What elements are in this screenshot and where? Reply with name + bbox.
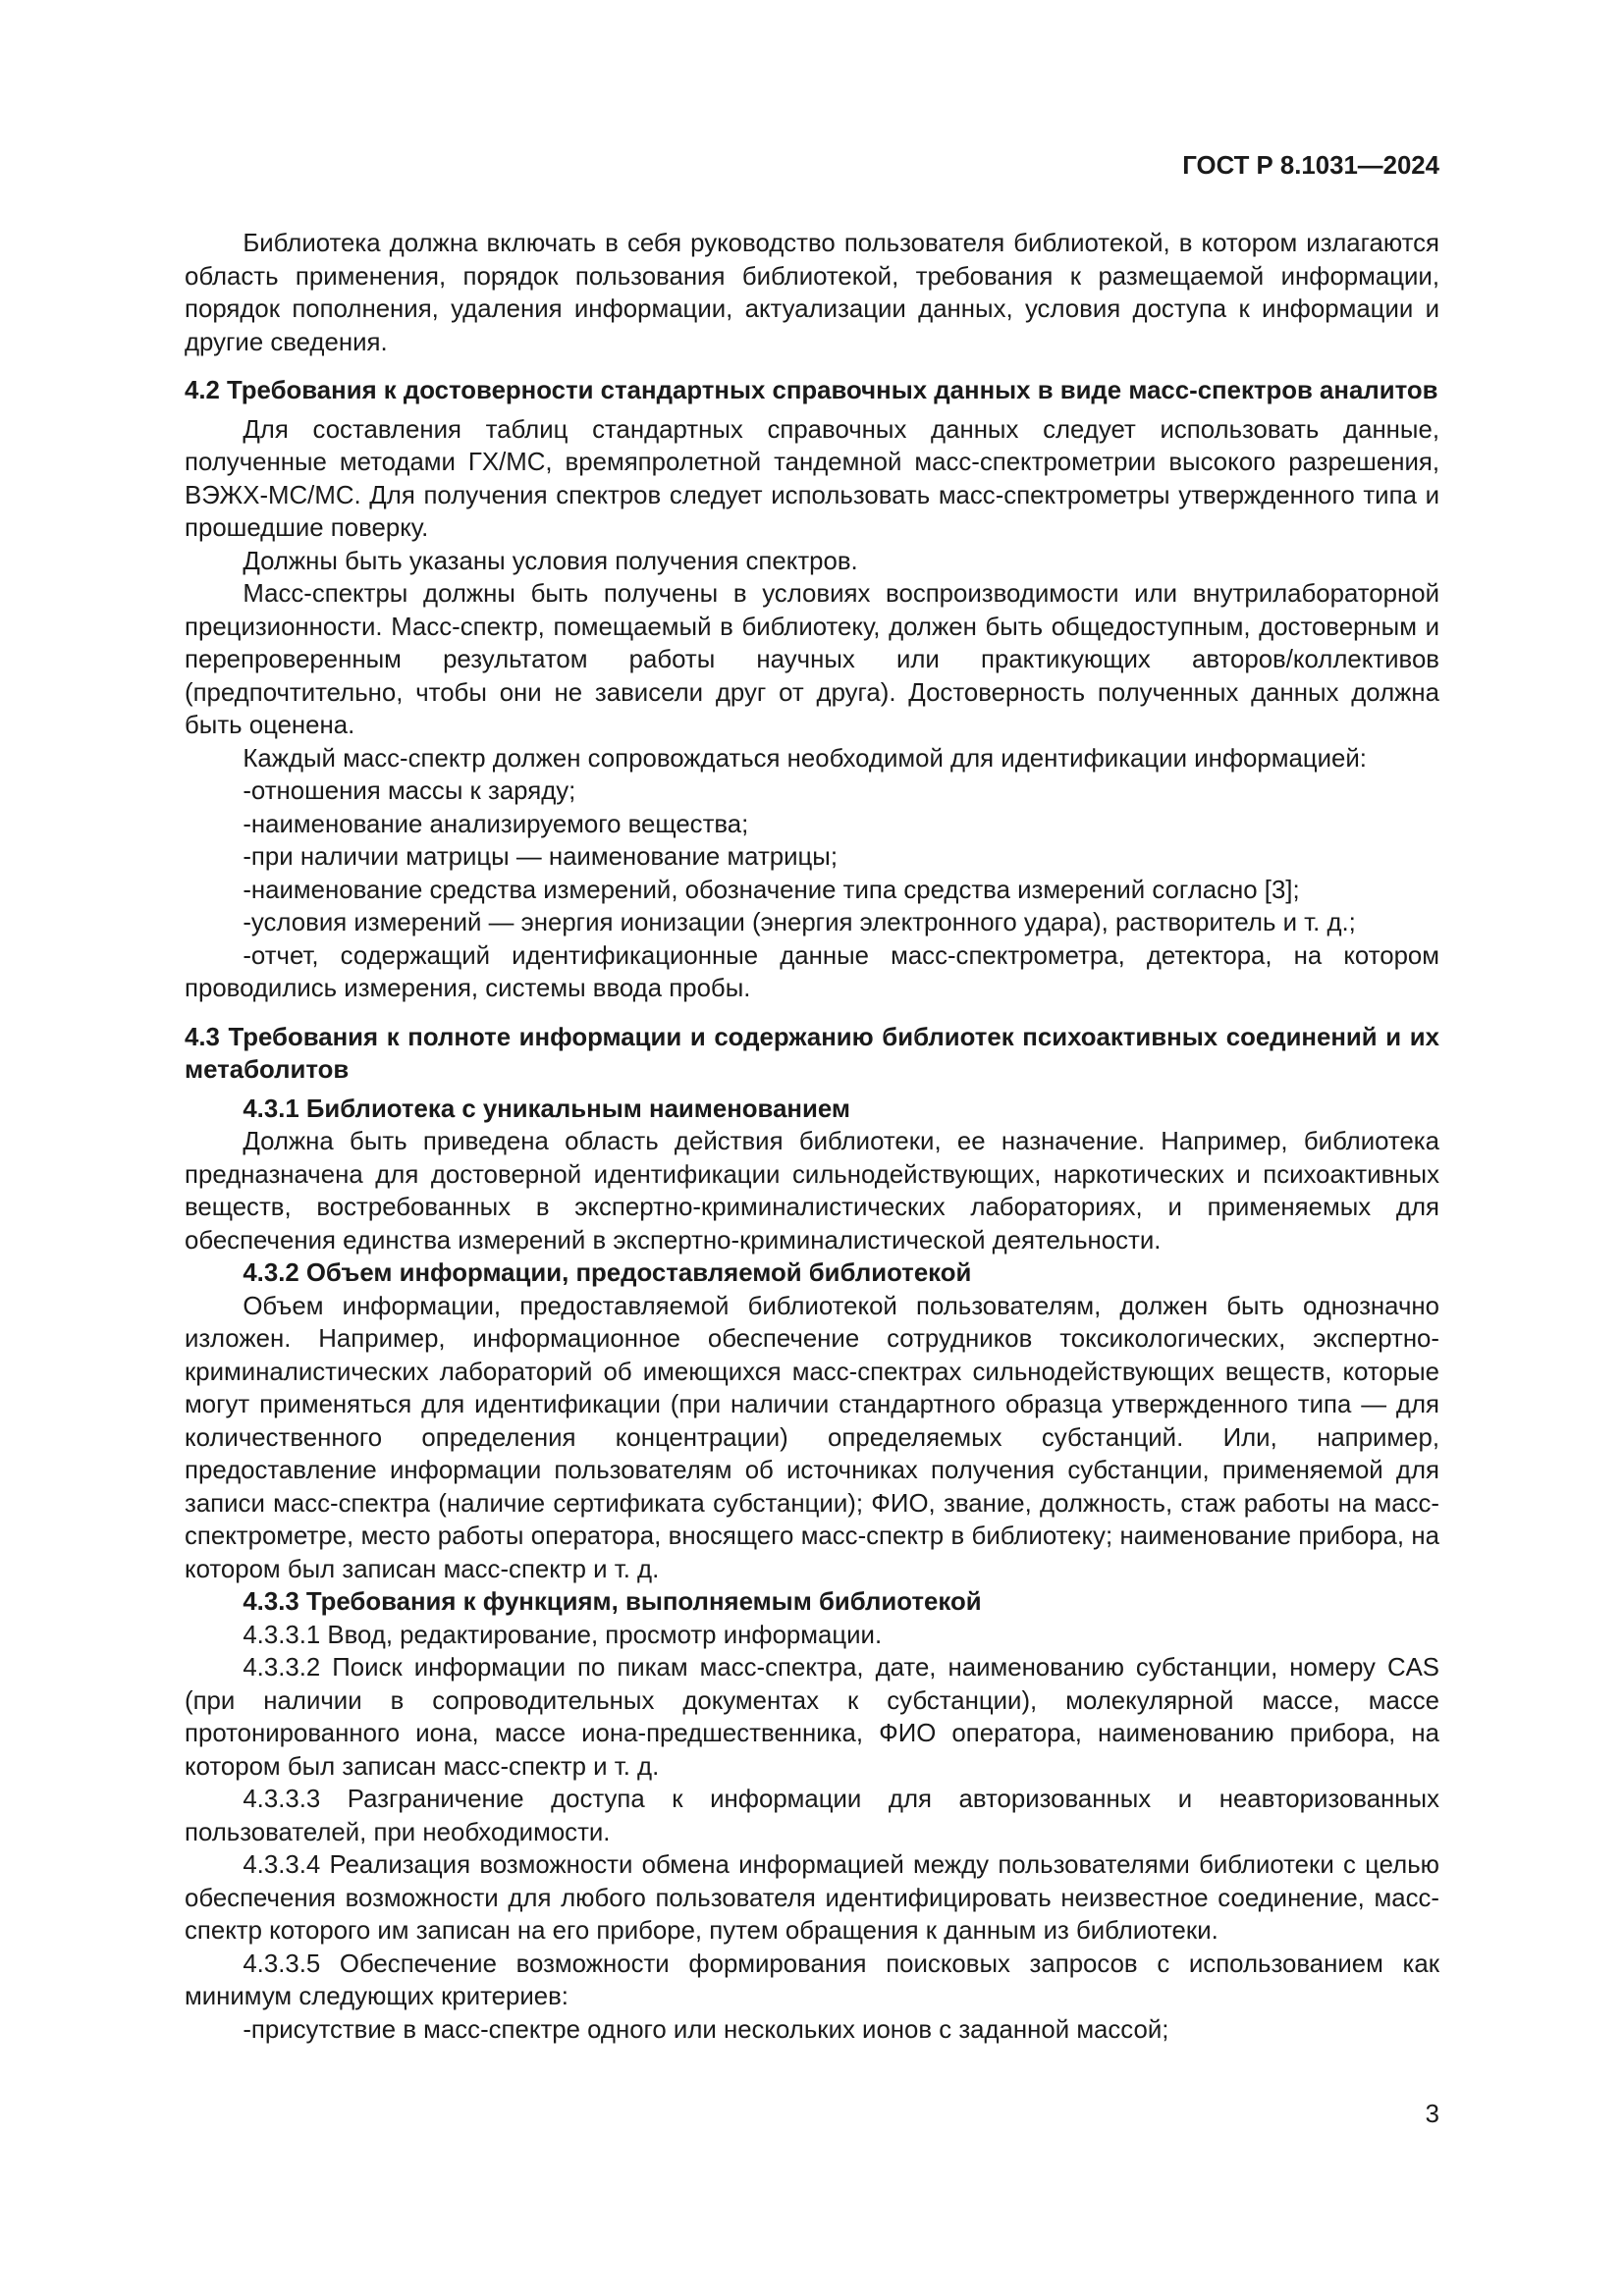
paragraph-4-2-a: Для составления таблиц стандартных справочных данных следует использовать данные, полученные методами ГХ/МС, времяпролетной тандемной масс-спектрометрии высокого разрешения, ВЭЖХ-МС/МС. Для получения спектров следует использовать масс-спектрометры утвержденного типа и прошедшие поверку. [185, 415, 1439, 542]
paragraph-4-3-1: Должна быть приведена область действия библиотеки, ее назначение. Например, библиотека предназначена для достоверной идентификации сильнодействующих, наркотических и психоактивных веществ, востребованных в экспертно-криминалистических лабораториях, и применяемых для обеспечения единства измерений в экспертно-криминалистической деятельности. [185, 1128, 1439, 1255]
paragraph-4-3-3-3: 4.3.3.3 Разграничение доступа к информации для авторизованных и неавторизованных пользователей, при необходимости. [185, 1786, 1439, 1846]
document-body [185, 228, 1439, 2047]
list-item: -наименование анализируемого вещества; [243, 810, 749, 838]
paragraph-4-2-c: Масс-спектры должны быть получены в условиях воспроизводимости или внутрилабораторной прецизионности. Масс-спектр, помещаемый в библиотеку, должен быть общедоступным, достоверным и перепроверенным результатом работы научных или практикующих авторов/коллективов (предпочтительно, чтобы они не зависели друг от друга). Достоверность полученных данных должна быть оценена. [185, 580, 1439, 739]
list-item: -присутствие в масс-спектре одного или нескольких ионов с заданной массой; [243, 2015, 1169, 2044]
paragraph-4-3-3-4: 4.3.3.4 Реализация возможности обмена информацией между пользователями библиотеки с целью обеспечения возможности для любого пользователя идентифицировать неизвестное соединение, масс-спектр которого им записан на его приборе, путем обращения к данным из библиотеки. [185, 1851, 1439, 1945]
list-item: -отношения массы к заряду; [243, 777, 576, 805]
heading-4-2: 4.2 Требования к достоверности стандартных справочных данных в виде масс-спектров аналитов [185, 377, 1438, 404]
list-item: -наименование средства измерений, обозначение типа средства измерений согласно [3]; [243, 876, 1300, 904]
page-number: 3 [1425, 2101, 1439, 2128]
paragraph-4-2-d: Каждый масс-спектр должен сопровождаться необходимой для идентификации информацией: [243, 744, 1367, 773]
paragraph-4-3-3-2: 4.3.3.2 Поиск информации по пикам масс-спектра, дате, наименованию субстанции, номеру CAS (при наличии в сопроводительных документах к субстанции), молекулярной массе, массе протонированного иона, массе иона-предшественника, ФИО оператора, наименованию прибора, на котором был записан масс-спектр и т. д. [185, 1654, 1439, 1781]
heading-4-3-2: 4.3.2 Объем информации, предоставляемой библиотекой [243, 1259, 972, 1287]
paragraph-4-3-2: Объем информации, предоставляемой библиотекой пользователям, должен быть однозначно изложен. Например, информационное обеспечение сотрудников токсикологических, экспертно-криминалистических лабораторий об имеющихся масс-спектрах сильнодействующих веществ, которые могут применяться для идентификации (при наличии стандартного образца утвержденного типа — для количественного определения концентрации) определяемых субстанций. Или, например, предоставление информации пользователям об источниках получения субстанции, применяемой для записи масс-спектра (наличие сертификата субстанции); ФИО, звание, должность, стаж работы на масс-спектрометре, место работы оператора, вносящего масс-спектр в библиотеку; наименование прибора, на котором был записан масс-спектр и т. д. [185, 1292, 1439, 1583]
paragraph-4-3-3-5: 4.3.3.5 Обеспечение возможности формирования поисковых запросов с использованием как минимум следующих критериев: [185, 1949, 1439, 2010]
list-item: -условия измерений — энергия ионизации (энергия электронного удара), растворитель и т. д.; [243, 909, 1356, 936]
list-item: -при наличии матрицы — наименование матрицы; [243, 843, 839, 871]
standard-designation: ГОСТ Р 8.1031—2024 [1182, 152, 1439, 180]
paragraph-intro: Библиотека должна включать в себя руководство пользователя библиотекой, в котором излагаются область применения, порядок пользования библиотекой, требования к размещаемой информации, порядок пополнения, удаления информации, актуализации данных, условия доступа к информации и другие сведения. [185, 230, 1439, 356]
heading-4-3: 4.3 Требования к полноте информации и содержанию библиотек психоактивных соединений и их метаболитов [185, 1023, 1439, 1084]
heading-4-3-3: 4.3.3 Требования к функциям, выполняемым библиотекой [243, 1588, 982, 1616]
heading-4-3-1: 4.3.1 Библиотека с уникальным наименованием [243, 1095, 850, 1123]
list-item: -отчет, содержащий идентификационные данные масс-спектрометра, детектора, на котором проводились измерения, системы ввода пробы. [185, 941, 1439, 1002]
paragraph-4-2-b: Должны быть указаны условия получения спектров. [243, 547, 858, 575]
paragraph-4-3-3-1: 4.3.3.1 Ввод, редактирование, просмотр информации. [243, 1621, 883, 1649]
